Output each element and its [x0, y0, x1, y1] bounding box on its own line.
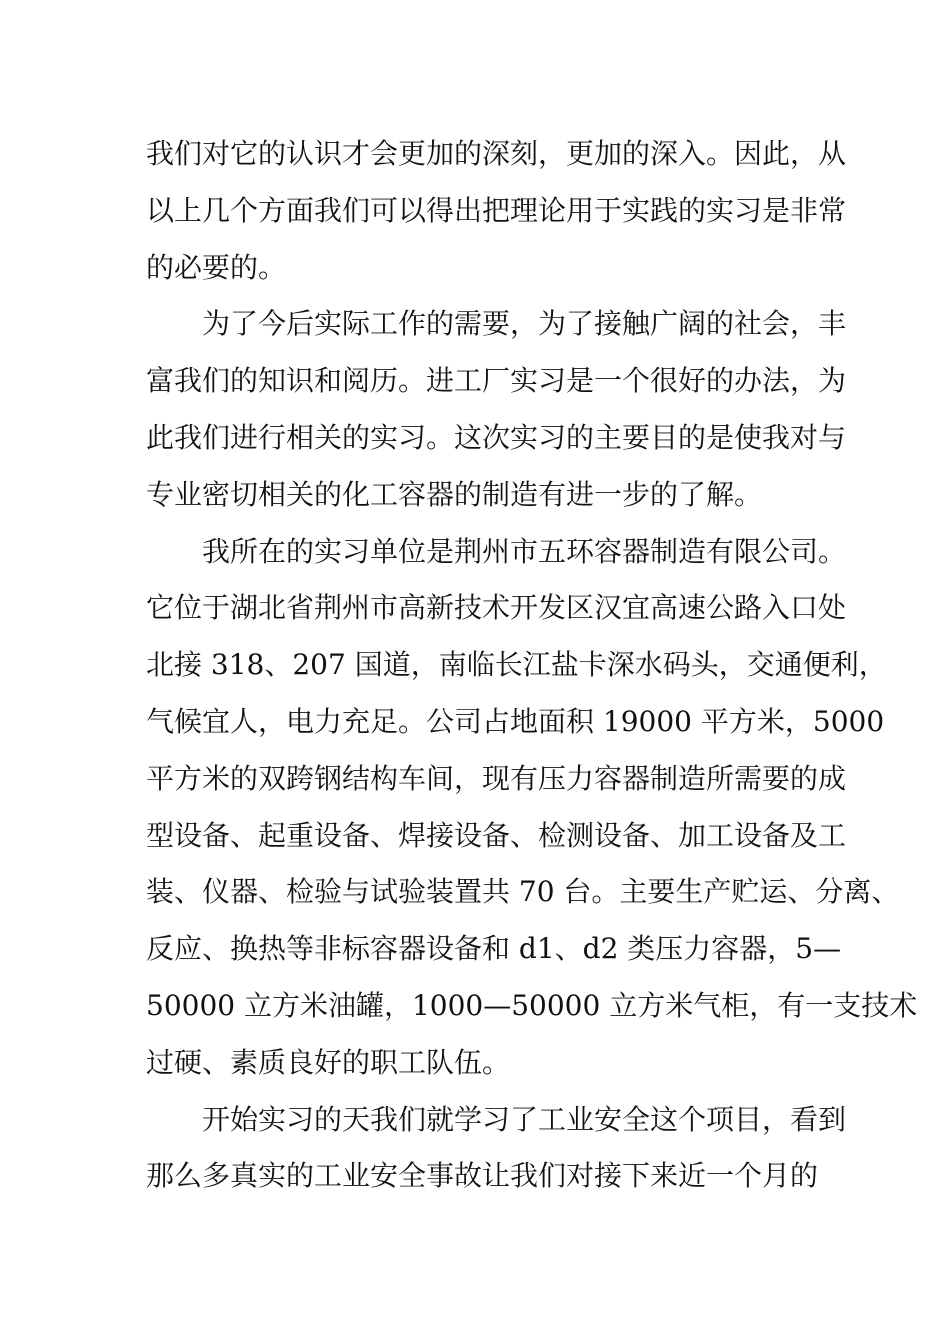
text-line: 专业密切相关的化工容器的制造有进一步的了解。: [146, 477, 763, 511]
text-line: 装、仪器、检验与试验装置共 70 台。主要生产贮运、分离、: [146, 875, 900, 909]
text-line: 开始实习的天我们就学习了工业安全这个项目，看到: [202, 1102, 847, 1136]
text-line: 为了今后实际工作的需要，为了接触广阔的社会，丰: [202, 307, 847, 341]
text-line: 北接 318、207 国道，南临长江盐卡深水码头，交通便利，: [146, 648, 887, 682]
text-line: 型设备、起重设备、焊接设备、检测设备、加工设备及工: [146, 818, 847, 852]
text-line: 的必要的。: [146, 250, 287, 284]
text-line: 此我们进行相关的实习。这次实习的主要目的是使我对与: [146, 420, 847, 454]
text-line: 过硬、素质良好的职工队伍。: [146, 1045, 511, 1079]
text-line: 我们对它的认识才会更加的深刻，更加的深入。因此，从: [146, 137, 847, 170]
text-line: 富我们的知识和阅历。进工厂实习是一个很好的办法，为: [146, 364, 847, 398]
text-line: 反应、换热等非标容器设备和 d1、d2 类压力容器，5—: [146, 932, 842, 966]
body-text: [146, 126, 918, 1205]
text-line: 那么多真实的工业安全事故让我们对接下来近一个月的: [146, 1159, 819, 1193]
text-line: 平方米的双跨钢结构车间，现有压力容器制造所需要的成: [146, 761, 847, 795]
text-line: 50000 立方米油罐，1000—50000 立方米气柜，有一支技术: [146, 988, 918, 1022]
text-line: 它位于湖北省荆州市高新技术开发区汉宜高速公路入口处: [146, 591, 847, 625]
text-line: 以上几个方面我们可以得出把理论用于实践的实习是非常: [146, 193, 847, 227]
text-line: 气候宜人，电力充足。公司占地面积 19000 平方米，5000: [146, 704, 885, 738]
text-line: 我所在的实习单位是荆州市五环容器制造有限公司。: [202, 534, 847, 568]
